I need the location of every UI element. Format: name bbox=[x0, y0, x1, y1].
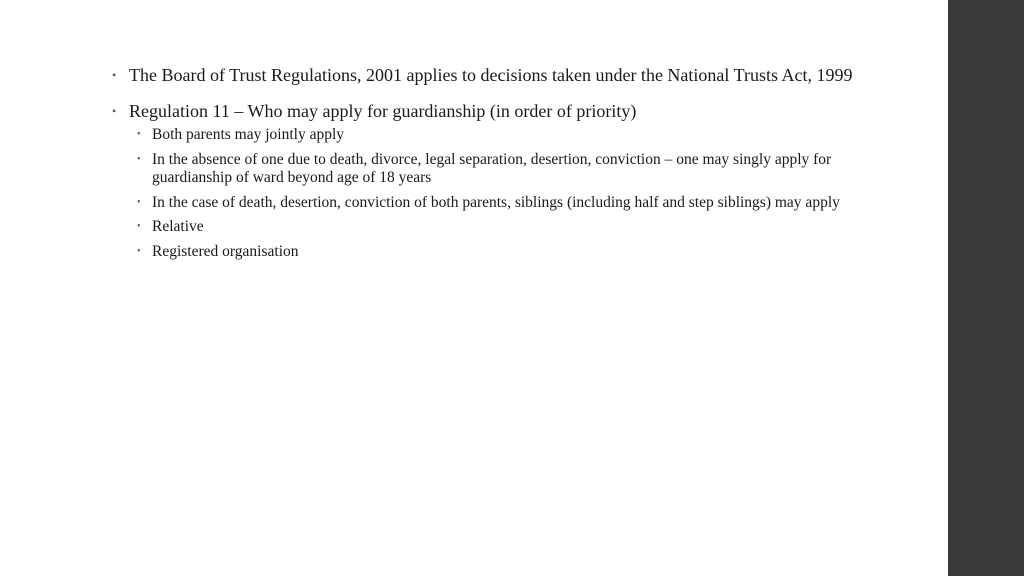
sub-bullet-icon: • bbox=[137, 221, 141, 232]
sub-bullet-text: Registered organisation bbox=[152, 242, 299, 260]
sub-bullet-icon: • bbox=[137, 153, 141, 165]
bullet-item bbox=[112, 64, 902, 86]
bullet-text: The Board of Trust Regulations, 2001 applies to decisions taken under the National Trusts Act, 1999 bbox=[129, 65, 853, 85]
sub-bullet-text: In the absence of one due to death, divorce, legal separation, desertion, conviction – one may singly apply for guardianship of ward beyond age of 18 years bbox=[152, 150, 832, 186]
sub-bullet-item bbox=[129, 194, 902, 213]
sub-bullet-text: Both parents may jointly apply bbox=[152, 126, 345, 143]
sub-bullet-text: In the case of death, desertion, conviction of both parents, siblings (including half and step siblings) may apply bbox=[152, 193, 840, 211]
bullet-list bbox=[112, 64, 902, 261]
sub-bullet-item bbox=[129, 243, 902, 262]
sub-bullet-icon: • bbox=[137, 196, 141, 208]
bullet-icon: • bbox=[112, 68, 117, 82]
sub-bullet-item bbox=[129, 218, 902, 237]
bullet-icon: • bbox=[112, 104, 117, 118]
side-bar bbox=[948, 0, 1024, 576]
slide-content bbox=[112, 64, 902, 275]
sub-bullet-list bbox=[129, 126, 902, 261]
sub-bullet-item bbox=[129, 151, 902, 188]
bullet-text: Regulation 11 – Who may apply for guardianship (in order of priority) bbox=[129, 101, 637, 121]
sub-bullet-text: Relative bbox=[152, 218, 204, 235]
sub-bullet-icon: • bbox=[137, 129, 141, 140]
bullet-item bbox=[112, 100, 902, 261]
sub-bullet-item bbox=[129, 126, 902, 145]
sub-bullet-icon: • bbox=[137, 245, 141, 257]
